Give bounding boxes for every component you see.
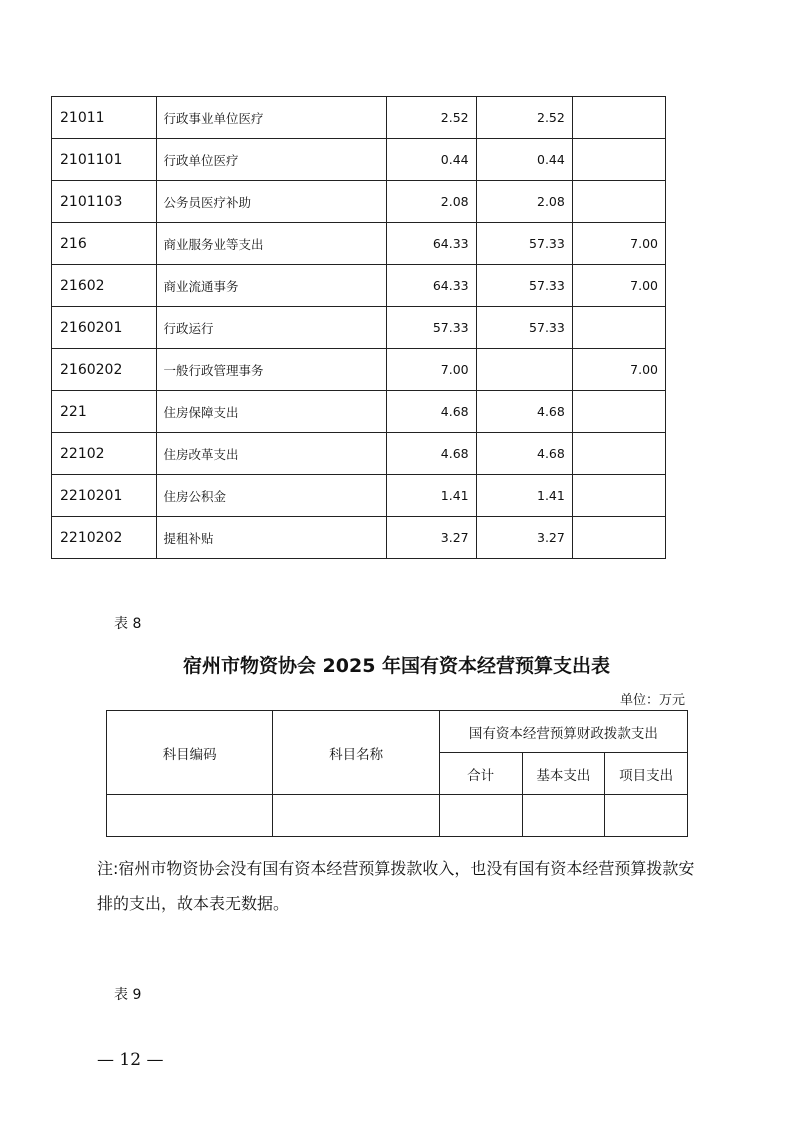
table9-label: 表 9	[114, 987, 142, 1003]
header-code: 科目编码	[107, 711, 273, 795]
table-row	[52, 223, 666, 265]
table-row	[52, 433, 666, 475]
table-row	[52, 181, 666, 223]
name-cell: 住房公积金	[156, 475, 387, 517]
basic-cell: 4.68	[476, 391, 572, 433]
total-cell: 4.68	[387, 391, 476, 433]
basic-cell: 1.41	[476, 475, 572, 517]
project-cell: 7.00	[572, 265, 665, 307]
code-cell: 2101103	[52, 181, 157, 223]
empty-cell	[605, 795, 688, 837]
total-cell: 7.00	[387, 349, 476, 391]
name-cell: 公务员医疗补助	[156, 181, 387, 223]
total-cell: 3.27	[387, 517, 476, 559]
project-cell	[572, 307, 665, 349]
header-project: 项目支出	[605, 753, 688, 795]
total-cell: 2.52	[387, 97, 476, 139]
header-group: 国有资本经营预算财政拨款支出	[439, 711, 687, 753]
table-row	[52, 391, 666, 433]
code-cell: 2160201	[52, 307, 157, 349]
total-cell: 2.08	[387, 181, 476, 223]
project-cell: 7.00	[572, 223, 665, 265]
name-cell: 商业服务业等支出	[156, 223, 387, 265]
table8-title: 宿州市物资协会 2025 年国有资本经营预算支出表	[182, 655, 611, 677]
name-cell: 行政单位医疗	[156, 139, 387, 181]
name-cell: 商业流通事务	[156, 265, 387, 307]
code-cell: 2160202	[52, 349, 157, 391]
total-cell: 57.33	[387, 307, 476, 349]
name-cell: 住房改革支出	[156, 433, 387, 475]
total-cell: 4.68	[387, 433, 476, 475]
table8-note: 注:宿州市物资协会没有国有资本经营预算拨款收入，也没有国有资本经营预算拨款安排的支出，故本表无数据。	[97, 859, 695, 913]
code-cell: 21602	[52, 265, 157, 307]
unit-label: 单位：万元	[619, 693, 685, 708]
table8-label: 表 8	[114, 616, 142, 632]
name-cell: 行政运行	[156, 307, 387, 349]
empty-cell	[439, 795, 522, 837]
basic-cell: 2.52	[476, 97, 572, 139]
total-cell: 1.41	[387, 475, 476, 517]
empty-cell	[522, 795, 605, 837]
header-basic: 基本支出	[522, 753, 605, 795]
basic-cell: 57.33	[476, 265, 572, 307]
code-cell: 22102	[52, 433, 157, 475]
state-capital-table	[106, 710, 688, 837]
basic-cell: 3.27	[476, 517, 572, 559]
name-cell: 提租补贴	[156, 517, 387, 559]
total-cell: 0.44	[387, 139, 476, 181]
code-cell: 2210201	[52, 475, 157, 517]
total-cell: 64.33	[387, 223, 476, 265]
table-row	[52, 97, 666, 139]
empty-cell	[273, 795, 439, 837]
project-cell: 7.00	[572, 349, 665, 391]
name-cell: 行政事业单位医疗	[156, 97, 387, 139]
header-name: 科目名称	[273, 711, 439, 795]
basic-cell: 57.33	[476, 307, 572, 349]
table-row	[52, 349, 666, 391]
code-cell: 21011	[52, 97, 157, 139]
empty-row	[107, 795, 688, 837]
table-row	[52, 265, 666, 307]
project-cell	[572, 517, 665, 559]
expenditure-table	[51, 96, 666, 559]
project-cell	[572, 391, 665, 433]
code-cell: 216	[52, 223, 157, 265]
code-cell: 221	[52, 391, 157, 433]
name-cell: 住房保障支出	[156, 391, 387, 433]
project-cell	[572, 433, 665, 475]
project-cell	[572, 181, 665, 223]
basic-cell: 0.44	[476, 139, 572, 181]
basic-cell: 2.08	[476, 181, 572, 223]
project-cell	[572, 139, 665, 181]
empty-cell	[107, 795, 273, 837]
code-cell: 2210202	[52, 517, 157, 559]
table-row	[52, 139, 666, 181]
project-cell	[572, 97, 665, 139]
name-cell: 一般行政管理事务	[156, 349, 387, 391]
basic-cell	[476, 349, 572, 391]
code-cell: 2101101	[52, 139, 157, 181]
total-cell: 64.33	[387, 265, 476, 307]
basic-cell: 57.33	[476, 223, 572, 265]
table-row	[52, 517, 666, 559]
header-total: 合计	[439, 753, 522, 795]
basic-cell: 4.68	[476, 433, 572, 475]
page-number: — 12 —	[97, 1050, 164, 1070]
project-cell	[572, 475, 665, 517]
table-row	[52, 475, 666, 517]
table-row	[52, 307, 666, 349]
